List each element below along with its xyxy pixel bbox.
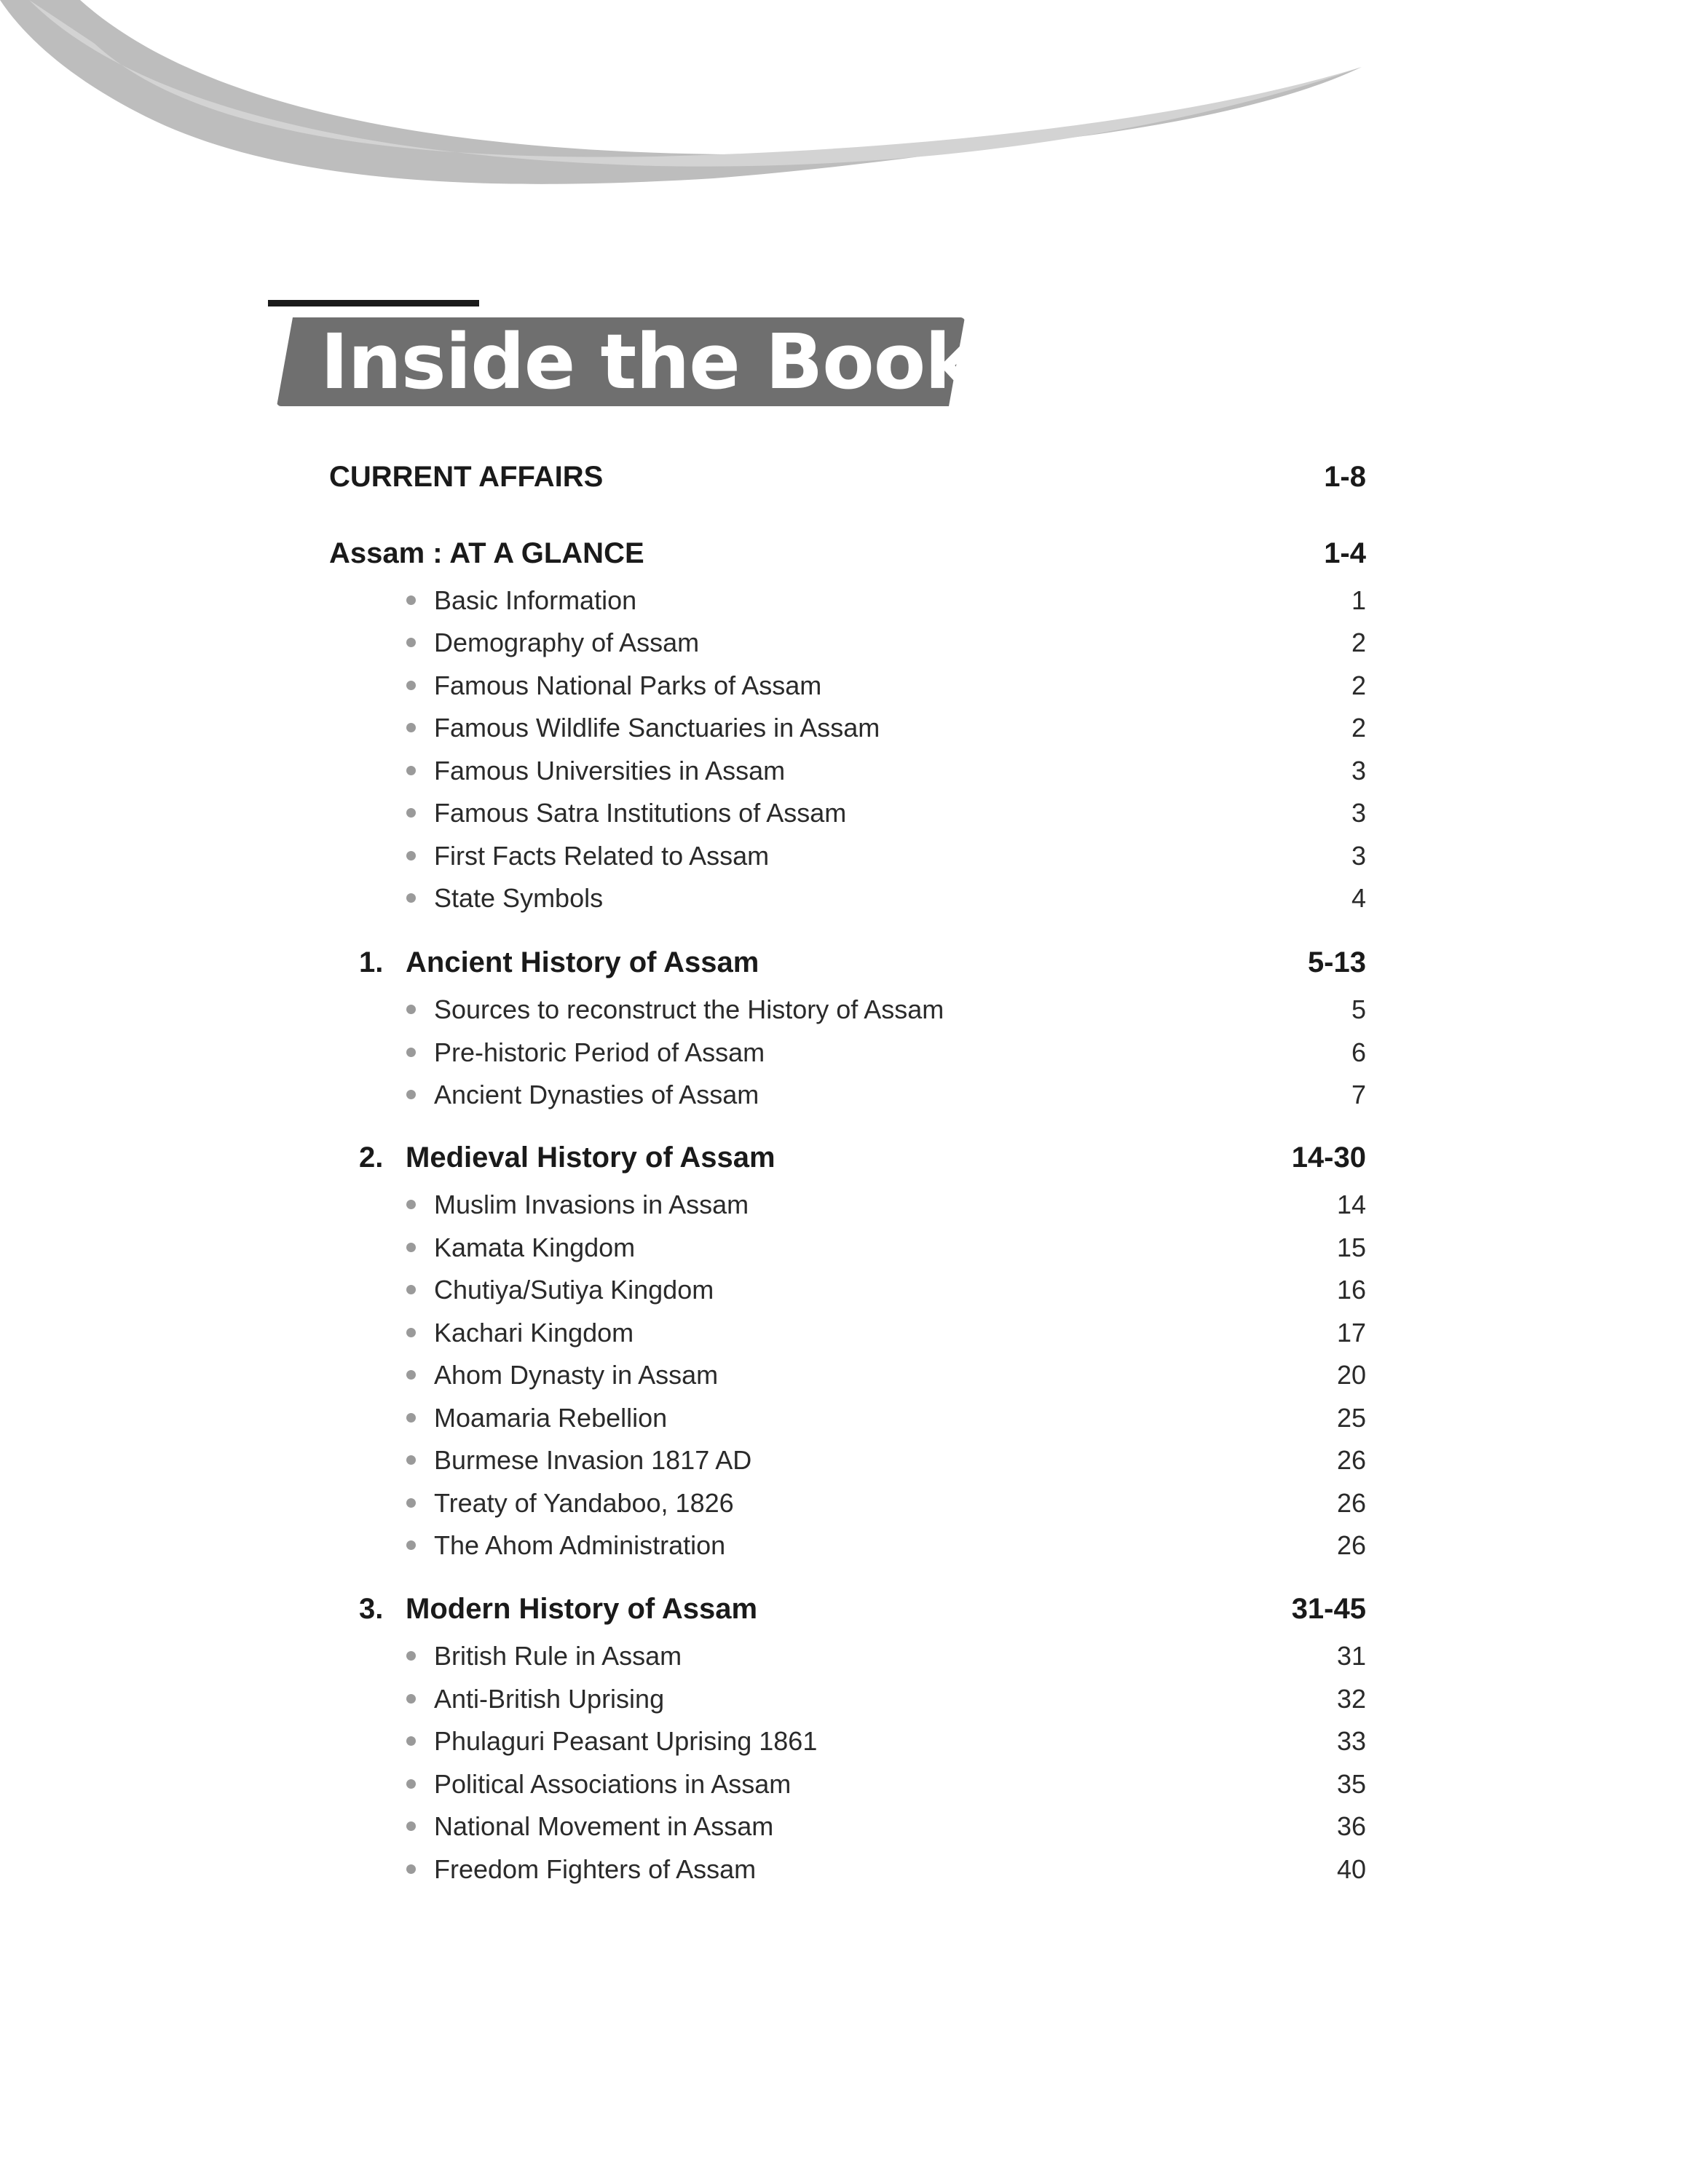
item-label: Muslim Invasions in Assam: [434, 1190, 749, 1219]
item-label: Ahom Dynasty in Assam: [434, 1360, 719, 1390]
bullet-icon: [406, 1779, 416, 1789]
bullet-icon: [406, 1694, 416, 1704]
item-page: 2: [1351, 670, 1366, 700]
item-page: 40: [1336, 1854, 1366, 1884]
item-page: 26: [1336, 1445, 1366, 1475]
bullet-icon: [406, 596, 416, 605]
item-page: 14: [1336, 1190, 1366, 1219]
item-page: 2: [1351, 713, 1366, 743]
item-page: 6: [1351, 1037, 1366, 1067]
item-page: 33: [1336, 1726, 1366, 1756]
bullet-icon: [406, 1540, 416, 1550]
item-label: Pre-historic Period of Assam: [434, 1037, 765, 1067]
item-page: 3: [1351, 756, 1366, 786]
section-pages: 1-4: [1324, 537, 1366, 569]
bullet-icon: [406, 1736, 416, 1746]
bullet-icon: [406, 1328, 416, 1337]
item-label: Phulaguri Peasant Uprising 1861: [434, 1726, 818, 1756]
chapter-pages: 5-13: [1307, 946, 1366, 978]
item-page: 31: [1336, 1641, 1366, 1671]
item-label: Sources to reconstruct the History of Assam: [434, 994, 944, 1024]
item-page: 36: [1336, 1811, 1366, 1841]
item-label: The Ahom Administration: [434, 1530, 726, 1560]
bullet-icon: [406, 1455, 416, 1465]
item-label: Basic Information: [434, 585, 637, 615]
item-label: British Rule in Assam: [434, 1641, 682, 1671]
item-label: First Facts Related to Assam: [434, 841, 770, 871]
chapter-title: Ancient History of Assam: [406, 946, 759, 978]
chapter-number: 1.: [359, 946, 384, 978]
title-rule: [268, 300, 479, 306]
item-page: 4: [1351, 883, 1366, 913]
item-label: Ancient Dynasties of Assam: [434, 1080, 759, 1109]
item-label: Political Associations in Assam: [434, 1769, 792, 1799]
bullet-icon: [406, 1864, 416, 1874]
item-page: 17: [1336, 1318, 1366, 1348]
bullet-icon: [406, 1498, 416, 1508]
item-page: 20: [1336, 1360, 1366, 1390]
chapter-number: 2.: [359, 1142, 384, 1174]
page-title: Inside the Book: [320, 317, 975, 406]
bullet-icon: [406, 723, 416, 732]
bullet-icon: [406, 1413, 416, 1423]
item-page: 5: [1351, 994, 1366, 1024]
item-label: Demography of Assam: [434, 628, 700, 657]
item-page: 3: [1351, 798, 1366, 828]
bullet-icon: [406, 893, 416, 903]
chapter-number: 3.: [359, 1593, 384, 1625]
item-label: Kamata Kingdom: [434, 1233, 636, 1262]
item-page: 16: [1336, 1275, 1366, 1305]
chapter-title: Medieval History of Assam: [406, 1142, 776, 1174]
bullet-icon: [406, 1200, 416, 1209]
item-page: 32: [1336, 1684, 1366, 1714]
bullet-icon: [406, 681, 416, 690]
item-label: National Movement in Assam: [434, 1811, 774, 1841]
bullet-icon: [406, 1005, 416, 1014]
bullet-icon: [406, 1090, 416, 1099]
item-label: Moamaria Rebellion: [434, 1403, 668, 1433]
section-title: CURRENT AFFAIRS: [329, 461, 604, 493]
item-label: State Symbols: [434, 883, 604, 913]
item-page: 25: [1336, 1403, 1366, 1433]
bullet-icon: [406, 851, 416, 860]
item-label: Burmese Invasion 1817 AD: [434, 1445, 752, 1475]
bullet-icon: [406, 1651, 416, 1661]
chapter-pages: 14-30: [1291, 1142, 1366, 1174]
item-label: Treaty of Yandaboo, 1826: [434, 1488, 734, 1518]
bullet-icon: [406, 1821, 416, 1831]
chapter-pages: 31-45: [1291, 1593, 1366, 1625]
bullet-icon: [406, 1285, 416, 1294]
section-pages: 1-8: [1324, 461, 1366, 493]
item-label: Chutiya/Sutiya Kingdom: [434, 1275, 714, 1305]
item-page: 26: [1336, 1488, 1366, 1518]
item-label: Famous Wildlife Sanctuaries in Assam: [434, 713, 880, 743]
bullet-icon: [406, 1243, 416, 1252]
bullet-icon: [406, 766, 416, 775]
item-label: Freedom Fighters of Assam: [434, 1854, 757, 1884]
bullet-icon: [406, 638, 416, 647]
bullet-icon: [406, 1370, 416, 1380]
chapter-title: Modern History of Assam: [406, 1593, 758, 1625]
item-page: 35: [1336, 1769, 1366, 1799]
item-page: 1: [1351, 585, 1366, 615]
item-label: Famous National Parks of Assam: [434, 670, 822, 700]
item-page: 15: [1336, 1233, 1366, 1262]
item-label: Kachari Kingdom: [434, 1318, 634, 1348]
item-label: Anti-British Uprising: [434, 1684, 665, 1714]
bullet-icon: [406, 1048, 416, 1057]
item-page: 26: [1336, 1530, 1366, 1560]
item-page: 3: [1351, 841, 1366, 871]
decorative-swoosh: [0, 0, 1693, 218]
bullet-icon: [406, 808, 416, 818]
item-page: 2: [1351, 628, 1366, 657]
section-title: Assam : AT A GLANCE: [329, 537, 644, 569]
item-label: Famous Universities in Assam: [434, 756, 786, 786]
item-page: 7: [1351, 1080, 1366, 1109]
item-label: Famous Satra Institutions of Assam: [434, 798, 847, 828]
